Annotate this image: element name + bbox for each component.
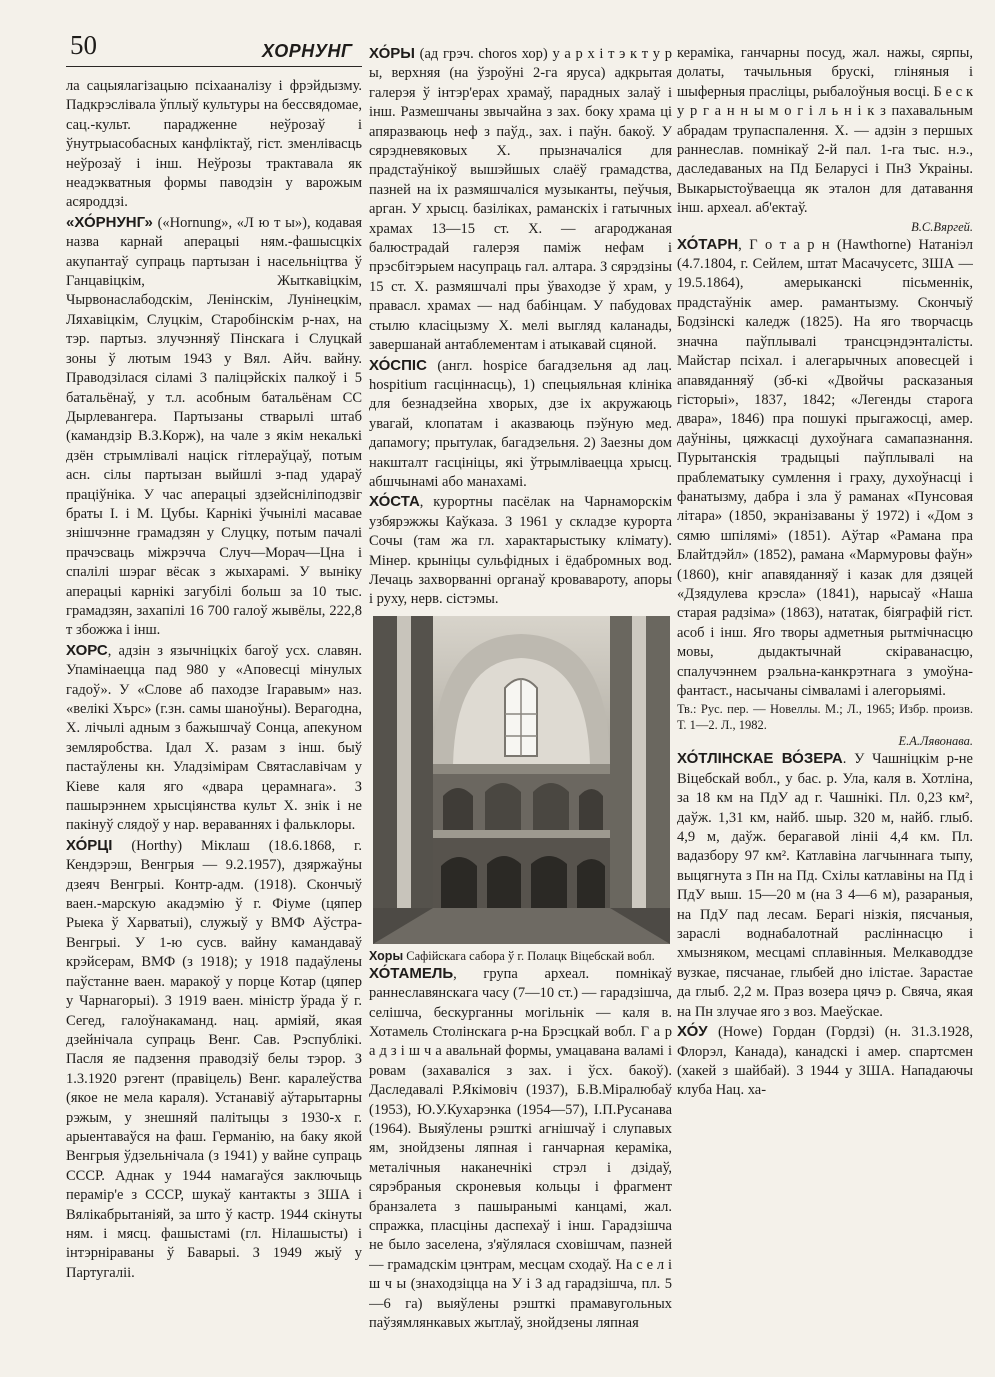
page-number: 50 xyxy=(70,30,97,60)
headword-khotamel: ХО́ТАМЕЛЬ xyxy=(369,964,454,982)
entry-khotamel xyxy=(369,964,672,1334)
entry-khotlinskae xyxy=(677,749,973,1022)
running-head: ХОРНУНГ xyxy=(262,41,353,61)
entry-hornung xyxy=(66,213,362,641)
entry-khory xyxy=(369,44,672,356)
entry-hawthorne xyxy=(677,235,973,702)
photo-caption-text: Сафійскага сабора ў г. Полацк Віцебскай вобл. xyxy=(403,948,655,963)
author-signature-lyavonava: Е.А.Лявонава. xyxy=(898,734,973,749)
column-2 xyxy=(369,44,672,1344)
entry-khosta xyxy=(369,492,672,609)
author-signature-vyargei: В.С.Вяргей. xyxy=(911,219,973,234)
entry-khotlinskae-text: . У Чашніцкім р-не Віцебскай вобл., у бас. р. Ула, каля в. Хотліна, за 18 км на ПдУ ад г. Чашнікі. Пл. 0,23 км², даўж. 1,31 км, найб. шыр. 320 м, найб. глыб. 4,9 м, даўж. берагавой лініі 4,4 км. Пл. вадазбору 97 км². Катлавіна лагчыннага тыпу, выцягнута з Пн на Пд. Схілы катлавіны на Пд і ПдУ выш. 15—20 м (на З 4—6 м), разараныя, на ПдУ пад лесам. Берагі нізкія, пясчаныя, зараслі воднабалотнай расліннасцю і хмызняком, месцамі сплавінныя. Мелкаводдзе вузкае, пясчанае, глыбей дно ілістае. Зарастае да глыб. 2,2 м. Праз возера цячэ р. Свяча, якая на Пн злучае яго з воз. Маеўскае. xyxy=(677,751,973,1020)
headword-khory: ХО́РЫ xyxy=(369,45,415,62)
headword-hors: ХОРС xyxy=(66,641,108,659)
entry-hospis xyxy=(369,356,672,493)
entry-khotamel-text: , група археал. помнікаў раннеславянскага часу (7—10 ст.) — гарадзішча, селішча, бескурганны могільнік — каля в. Хотамель Столінскага р-на Брэсцкай вобл. Г а р а д з і ш ч а авальнай формы, умацавана валамі і ровам (захаваліся з зах. і ўсх. бакоў). Даследавалі Р.Якімовіч (1937), Б.В.Міралюбаў (1953), Ю.У.Кухарэнка (1954—57), І.П.Русанава (1964). Выяўлены рэшткі агнішчаў і слупавых ям, знойдзены ляпная і ганчарная кераміка, металічныя наканечнікі стрэл і дзідаў, сярэбраныя скроневыя кольцы і фрагмент бранзалета з пашыранымі канцамі, жал. спражка, пласціны даспехаў і інш. Гарадзішча не было заселена, з'яўлялася сховішчам, пазней — грамадскім цэнтрам, месцам сходаў. На с е л і ш ч ы (знаходзіцца на У і З ад гарадзішча, пл. 5—6 га) выяўлены рэшткі прамавугольных паўзямлянкавых жытлаў, знойдзены ляпная xyxy=(369,965,672,1332)
entry-hornung-text: («Hornung», «Л ю т ы»), кодавая назва карнай аперацыі ням.-фашысцкіх акупантаў супраць партызан і насельніцтва ў Ганцавіцкім, Жыткавіцкім, Чырвонаслабодскім, Ленінскім, Лунінецкім, Ляхавіцкім, Слуцкім, Старобінскім р-нах, на тэр. партыз. злучэнняў Пінскага і Слуцкай зоны ў лютым 1943 у Вял. Айч. вайну. Праводзілася сіламі 3 паліцэйскіх палкоў і 5 батальёнаў, у т.л. асобным батальёнам СС Дырлевангера. Партызаны стварылі штаб (камандзір В.З.Корж), на чале з якім некалькі дзён стрымлівалі націск гітлераўцаў, потым асн. сілы партызан выйшлі з-пад удараў праціўніка. У час аперацыі здзейсніліподзвіг браты І. і М. Цубы. Карнікі ўчынілі масавае знішчэнне грамадзян у Слуцку, потым пачалі прачэсваць міжрэчча Случ—Морач—Цна і спалілі шэраг вёсак з жыхарамі. У выніку аперацыі карнікі загубілі больш за 10 тыс. грамадзян, захапілі 16 700 галоў жывёлы, 222,8 т збожжа і інш. xyxy=(66,214,362,639)
column-1 xyxy=(66,77,362,1377)
headword-khotlinskae: ХО́ТЛІНСКАЕ ВО́ЗЕРА xyxy=(677,750,843,768)
entry-howe xyxy=(677,1022,973,1101)
headword-khosta: ХО́СТА xyxy=(369,493,420,511)
headword-hawthorne: ХО́ТАРН xyxy=(677,235,739,253)
headword-hornung: «ХО́РНУНГ» xyxy=(66,213,153,231)
headword-hospis: ХО́СПІС xyxy=(369,356,427,374)
entry-hawthorne-text: , Г о т а р н (Hawthorne) Натаніэл (4.7.1804, г. Сейлем, штат Масачусетс, ЗША — 19.5.1864), амерыканскі пісьменнік, прадстаўнік амер. рамантызму. Скончыў Бодзінскі каледж (1825). На яго творчасць значна паўплывалі трансцэндэнталісты. Майстар псіхал. і алегарычных аповесцей і апавяданняў (зб-кі «Двойчы расказаныя гісторыі», 1837, 1842; «Легенды старога двара», 1846) пра пошукі прыгажосці, амер. даўніны, цяжкасці духоўнага самапазнання. Пурытанскія традыцыі паўплывалі на праблематыку сумлення і граху, духоўнасці і фанатызму, дабра і зла ў раманах «Пунсовая літара» (1850, экранізаваны ў 1972) і «Дом з сямю шпілямі» (1851). Аўтар «Рамана пра Блайтдэйл» (1852), рамана «Мармуровы фаўн» (1860), кніг апавяданняў і казак для дзяцей «Дзядулева крэсла» (1841), нарысаў «Наша старая радзіма» (1863), нататак, біяграфій гіст. асоб і інш. Яго творы адметныя рытмічнасцю мовы, дыдактычнай скіраванасцю, спалучэннем рэальна-канкрэтнага з умоўна-фантаст., насычаны сімваламі і алегорыямі. xyxy=(677,236,973,699)
entry-khosta-text: , курортны пасёлак на Чарнаморскім узбярэжжы Каўказа. З 1961 у складзе курорта Сочы (там жа гл. характарыстыку клімату). Мінер. крыніцы сульфідных і ёдабромных вод. Лечаць захворванні органаў кровавароту, апоры і руху, нерв. сістэмы. xyxy=(369,494,672,608)
entry-howe-text: (Howe) Гордан (Гордзі) (н. 31.3.1928, Флорэл, Канада), канадскі і амер. спартсмен (хакей з шайбай). З 1944 у ЗША. Нападаючы клуба Нац. ха- xyxy=(677,1024,973,1099)
headword-howe: ХО́У xyxy=(677,1023,708,1041)
cathedral-interior-illustration xyxy=(373,616,670,944)
literature-list: Тв.: Рус. пер. — Новеллы. М.; Л., 1965; Избр. произв. Т. 1—2. Л., 1982. xyxy=(677,702,973,733)
photo-caption-bold: Хоры xyxy=(369,948,404,963)
entry-khotamel-continuation: кераміка, ганчарны посуд, жал. нажы, сярпы, долаты, тачыльныя брускі, гліняныя і шыферныя праслiцы, рыбалоўныя восці. Б е с к у р г а н н ы м о г і л ь н і к з пахавальным абрадам трупаспалення. Х. — адзін з першых раннеслав. помнікаў 2-й пал. 1-га тыс. н.э., даследаваных на Пд Беларусі і ПнЗ Украіны. Выкарыстоўваецца як эталон для датавання інш. археал. аб'ектаў. xyxy=(677,45,973,217)
entry-horthy-text: (Horthy) Міклаш (18.6.1868, г. Кендэрэш, Венгрыя — 9.2.1957), дзяржаўны дзеяч Венгрыі. Контр-адм. (1918). Скончыў ваен.-марскую акадэмію ў г. Фіуме (цяпер Рыека ў Харватыі), служыў у ВМФ Аўстра-Венгрыі. У 1-ю сусв. вайну камандаваў крэйсерам, ВМФ (з 1918); у 1918 падаўлены паўстанне ваен. маракоў у порце Котар (цяпер у Чарнагорыі). З 1919 ваен. міністр ўрада ў г. Сегед, галоўнакаманд. нац. арміяй, якая дзейнічала супраць Венг. Сав. Рэспублікі. Пасля яе падзення праводзіў белы тэрор. З 1.3.1920 рэгент (правіцель) Венг. каралеўства (якое не мела караля). Устанавіў аўтарытарны рэжым, у знешняй палітыцы з 1930-х г. арыентаваўся на фаш. Германію, на баку якой Венгрыя ўдзельнічала (з 1941) у вайне супраць СССР. Аднак у 1944 намагаўся заключыць перамір'е з СССР, шукаў кантакты з ЗША і Вялікабрытаніяй, за што ў кастр. 1944 скінуты ням. і мясц. фашыстамі (гл. Нілашысты) і інтэрніраваны ў Баварыі. З 1949 жыў у Партугаліі. xyxy=(66,837,362,1281)
entry-hors-text: , адзін з язычніцкіх багоў усх. славян. Упамінаецца пад 980 у «Аповесці мінулых гадоў». У «Слове аб паходзе Ігаравым» наз. «велікі Хърс» (г.зн. самы шаноўны). Верагодна, Х. лічылі адным з бажышчаў Сонца, апекуном земляробства. Ідал Х. разам з інш. быў пастаўлены кн. Уладзімірам Святаславічам у Кіеве каля яго «двара церамнага». З пашырэннем хрысціянства культ Х. знік і не пакінуў слядоў у нар. вераваннях і фальклоры. xyxy=(66,642,362,834)
photo-caption xyxy=(369,948,672,964)
header-rule xyxy=(66,66,362,67)
entry-continuation: ла сацыялагізацыю псіхааналізу і фрэйдызму. Падкрэслівала ўплыў культуры на бессвядомае, сац.-культ. парадженне неўрозаў і ўнутрыасобасных канфліктаў, гіст. зменлівасць неўрозаў і інш. Неўрозы трактавала як неадэкватныя формы паводзін у варожым асяроддзі. xyxy=(66,78,362,211)
cathedral-choir-photo xyxy=(373,616,670,944)
column-3 xyxy=(677,44,973,1344)
headword-horthy: ХО́РЦІ xyxy=(66,836,113,854)
entry-hors xyxy=(66,641,362,836)
entry-hospis-text: (англ. hospice багадзельня ад лац. hospitium гасціннасць), 1) спецыяльная клініка для безнадзейна хворых, дзе іх акружаюць увагай, клопатам і аказваюць пэўную мед. дапамогу; прытулак, багадзельня. 2) Заезны дом накшталт гасцініцы, які ўтрымліваецца хрысц. абшчынамі або манахамі. xyxy=(369,357,672,490)
entry-khory-text: (ад грэч. choros хор) у а р х і т э к т у р ы, верхняя (на ўзроўні 2-га яруса) адкрытая галерэя ў інтэр'ерах храмаў, парадных залаў і інш. Размешчаны звычайна з зах. боку храма ці апяразваюць неф з паўд., зах. і паўн. бакоў. У сярэдневяковых Х. прызначаліся для прадстаўнікоў вышэйшых слаёў грамадства, пазней на іх размяшчаліся музыканты, пеўчыя, арган. У хрысц. базіліках, раманскіх і гатычных храмах 13—15 ст. Х. — агароджаная балюстрадай галерэя паміж нефам і прэсбітэрыем насупраць гал. алтара. З сярэдзіны 15 ст. Х. размяшчалі пры ўваходзе ў храм, у правасл. храмах — над бабінцам. У пабудовах стылю класіцызму Х. мелі выгляд каланады, завершанай антаблементам і атыкавай сцяной. xyxy=(369,46,672,354)
entry-horthy xyxy=(66,836,362,1283)
